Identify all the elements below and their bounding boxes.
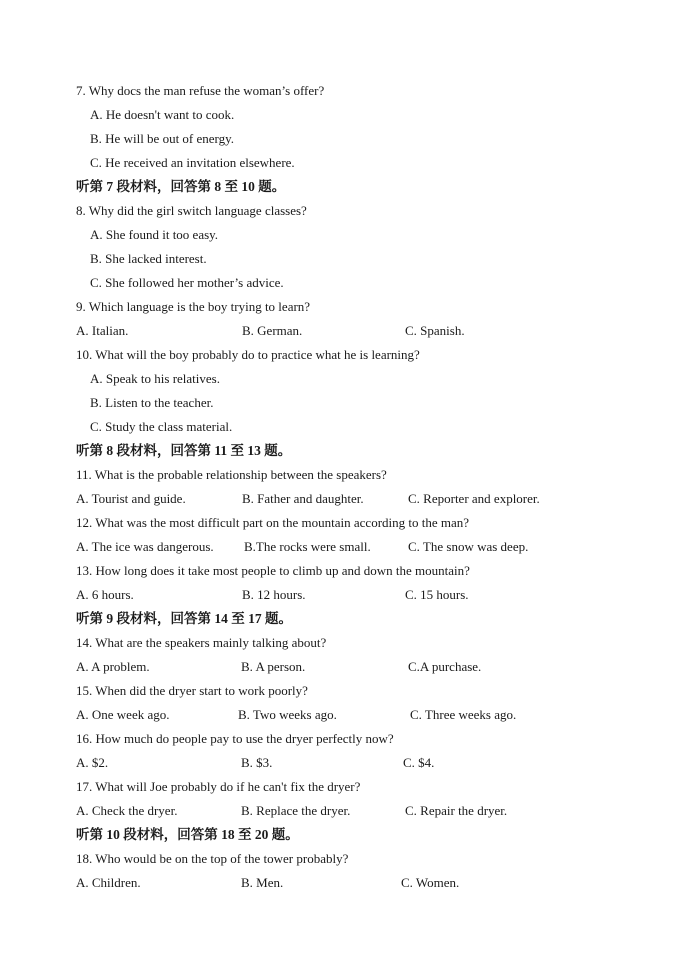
question-text: 10. What will the boy probably do to practice what he is learning? bbox=[76, 347, 420, 362]
question-text: 11. What is the probable relationship between the speakers? bbox=[76, 467, 387, 482]
answer-option-b: B. Replace the dryer. bbox=[241, 803, 351, 818]
answer-option-a: A. The ice was dangerous. bbox=[76, 539, 214, 554]
answer-option-b: B. Two weeks ago. bbox=[238, 707, 337, 722]
answer-option-b: B. Men. bbox=[241, 875, 284, 890]
answer-option-b: B. German. bbox=[242, 323, 303, 338]
section-heading: 听第 9 段材料，回答第 14 至 17 题。 bbox=[76, 611, 292, 626]
answer-option: C. She followed her mother’s advice. bbox=[90, 275, 284, 290]
answer-option-c: C. Repair the dryer. bbox=[405, 803, 508, 818]
answer-option-a: A. A problem. bbox=[76, 659, 150, 674]
question-text: 12. What was the most difficult part on the mountain according to the man? bbox=[76, 515, 470, 530]
answer-option-a: A. $2. bbox=[76, 755, 109, 770]
answer-option-b: B. Father and daughter. bbox=[242, 491, 364, 506]
answer-option-c: C. 15 hours. bbox=[405, 587, 469, 602]
answer-option: A. She found it too easy. bbox=[90, 227, 219, 242]
answer-option-c: C. Spanish. bbox=[405, 323, 465, 338]
section-heading: 听第 7 段材料，回答第 8 至 10 题。 bbox=[76, 179, 286, 194]
answer-option-c: C. Women. bbox=[401, 875, 460, 890]
question-text: 16. How much do people pay to use the dryer perfectly now? bbox=[76, 731, 394, 746]
answer-option-c: C. Reporter and explorer. bbox=[408, 491, 540, 506]
question-text: 13. How long does it take most people to climb up and down the mountain? bbox=[76, 563, 470, 578]
answer-option-a: A. Children. bbox=[76, 875, 141, 890]
answer-option-a: A. Italian. bbox=[76, 323, 129, 338]
question-text: 15. When did the dryer start to work poorly? bbox=[76, 683, 308, 698]
question-text: 8. Why did the girl switch language classes? bbox=[76, 203, 307, 218]
answer-option-b: B. A person. bbox=[241, 659, 306, 674]
question-text: 14. What are the speakers mainly talking about? bbox=[76, 635, 327, 650]
answer-option-b: B. 12 hours. bbox=[242, 587, 306, 602]
answer-option-b: B.The rocks were small. bbox=[244, 539, 371, 554]
question-text: 9. Which language is the boy trying to learn? bbox=[76, 299, 311, 314]
answer-option-a: A. One week ago. bbox=[76, 707, 170, 722]
answer-option-a: A. Tourist and guide. bbox=[76, 491, 186, 506]
answer-option-c: C.A purchase. bbox=[408, 659, 482, 674]
answer-option-b: B. $3. bbox=[241, 755, 273, 770]
answer-option-a: A. 6 hours. bbox=[76, 587, 134, 602]
question-text: 17. What will Joe probably do if he can't fix the dryer? bbox=[76, 779, 361, 794]
answer-option-c: C. Three weeks ago. bbox=[410, 707, 517, 722]
answer-option-c: C. $4. bbox=[403, 755, 435, 770]
answer-option: C. Study the class material. bbox=[90, 419, 233, 434]
answer-option: A. Speak to his relatives. bbox=[90, 371, 220, 386]
answer-option: B. She lacked interest. bbox=[90, 251, 207, 266]
answer-option-c: C. The snow was deep. bbox=[408, 539, 529, 554]
answer-option: B. Listen to the teacher. bbox=[90, 395, 214, 410]
question-text: 18. Who would be on the top of the tower probably? bbox=[76, 851, 349, 866]
section-heading: 听第 10 段材料，回答第 18 至 20 题。 bbox=[76, 827, 299, 842]
question-text: 7. Why docs the man refuse the woman’s offer? bbox=[76, 83, 325, 98]
answer-option: A. He doesn't want to cook. bbox=[90, 107, 235, 122]
section-heading: 听第 8 段材料，回答第 11 至 13 题。 bbox=[76, 443, 292, 458]
answer-option: B. He will be out of energy. bbox=[90, 131, 235, 146]
answer-option: C. He received an invitation elsewhere. bbox=[90, 155, 295, 170]
answer-option-a: A. Check the dryer. bbox=[76, 803, 178, 818]
